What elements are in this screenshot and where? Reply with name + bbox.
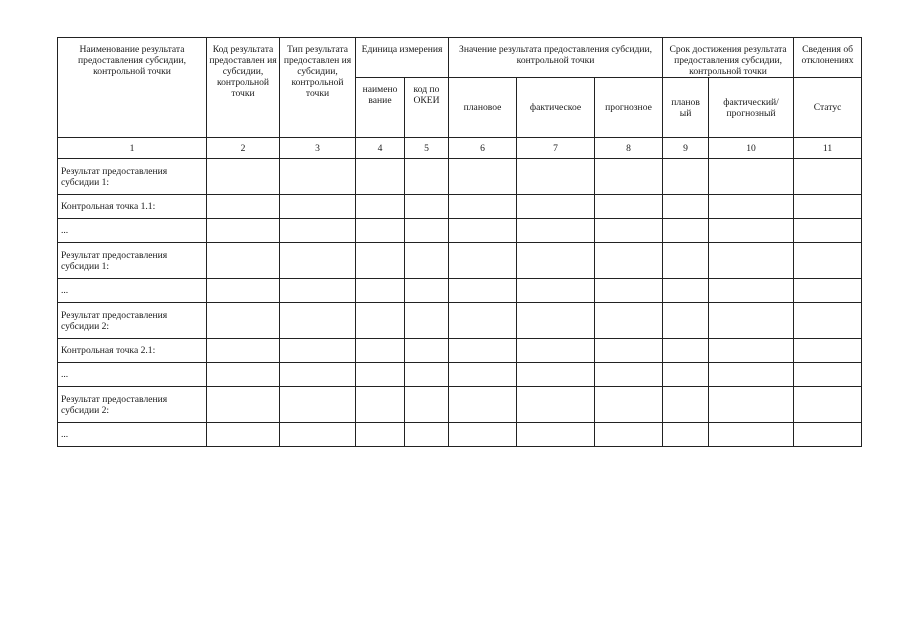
row-label: Результат предоставления субсидии 2: [58, 303, 207, 339]
header-deadline-planned: планов ый [663, 78, 709, 138]
column-number: 9 [663, 138, 709, 159]
table-cell[interactable] [517, 279, 595, 303]
table-cell[interactable] [663, 279, 709, 303]
table-cell[interactable] [517, 219, 595, 243]
header-deadline-actual: фактический/ прогнозный [709, 78, 794, 138]
table-cell[interactable] [595, 195, 663, 219]
table-cell[interactable] [356, 219, 405, 243]
table-cell[interactable] [595, 387, 663, 423]
table-cell[interactable] [449, 195, 517, 219]
table-cell[interactable] [356, 387, 405, 423]
table-cell[interactable] [595, 303, 663, 339]
table-cell[interactable] [356, 195, 405, 219]
table-row [58, 303, 862, 339]
table-cell[interactable] [794, 195, 862, 219]
header-type: Тип результата предоставлен ия субсидии, контрольной точки [280, 38, 356, 138]
table-cell[interactable] [709, 219, 794, 243]
table-cell[interactable] [356, 423, 405, 447]
table-cell[interactable] [663, 159, 709, 195]
table-cell[interactable] [709, 387, 794, 423]
table-cell[interactable] [207, 303, 280, 339]
table-cell[interactable] [663, 339, 709, 363]
table-row [58, 243, 862, 279]
table-cell[interactable] [207, 243, 280, 279]
table-cell[interactable] [794, 303, 862, 339]
header-value-planned: плановое [449, 78, 517, 138]
table-cell[interactable] [280, 303, 356, 339]
table-cell[interactable] [709, 195, 794, 219]
table-cell[interactable] [449, 339, 517, 363]
table-row [58, 279, 862, 303]
row-label: ... [58, 423, 207, 447]
row-label: Контрольная точка 1.1: [58, 195, 207, 219]
table-cell[interactable] [449, 387, 517, 423]
header-deadline: Срок достижения результата предоставления субсидии, контрольной точки [663, 38, 794, 78]
table-cell[interactable] [663, 219, 709, 243]
table-cell[interactable] [709, 279, 794, 303]
table-cell[interactable] [709, 339, 794, 363]
table-cell[interactable] [280, 387, 356, 423]
table-cell[interactable] [207, 339, 280, 363]
table-cell[interactable] [595, 219, 663, 243]
column-number: 1 [58, 138, 207, 159]
table-cell[interactable] [709, 363, 794, 387]
column-number: 8 [595, 138, 663, 159]
header-unit: Единица измерения [356, 38, 449, 78]
column-number: 7 [517, 138, 595, 159]
table-cell[interactable] [663, 243, 709, 279]
table-cell[interactable] [356, 243, 405, 279]
table-cell[interactable] [207, 363, 280, 387]
table-row [58, 387, 862, 423]
table-cell[interactable] [595, 363, 663, 387]
table-cell[interactable] [280, 195, 356, 219]
table-cell[interactable] [207, 387, 280, 423]
table-cell[interactable] [709, 423, 794, 447]
table-cell[interactable] [794, 159, 862, 195]
table-cell[interactable] [280, 279, 356, 303]
table-cell[interactable] [709, 159, 794, 195]
table-row [58, 423, 862, 447]
table-cell[interactable] [449, 243, 517, 279]
table-cell[interactable] [207, 195, 280, 219]
table-cell[interactable] [405, 159, 449, 195]
table-cell[interactable] [356, 159, 405, 195]
column-number: 2 [207, 138, 280, 159]
table-cell[interactable] [517, 423, 595, 447]
table-cell[interactable] [280, 243, 356, 279]
table-cell[interactable] [449, 363, 517, 387]
table-cell[interactable] [517, 159, 595, 195]
header-deviation: Сведения об отклонениях [794, 38, 862, 78]
table-cell[interactable] [356, 279, 405, 303]
table-cell[interactable] [405, 279, 449, 303]
header-value-actual: фактическое [517, 78, 595, 138]
table-cell[interactable] [356, 303, 405, 339]
table-cell[interactable] [280, 219, 356, 243]
table-cell[interactable] [794, 279, 862, 303]
table-cell[interactable] [663, 423, 709, 447]
row-label: Результат предоставления субсидии 1: [58, 159, 207, 195]
table-row [58, 339, 862, 363]
table-cell[interactable] [517, 387, 595, 423]
table-cell[interactable] [405, 423, 449, 447]
table-cell[interactable] [405, 363, 449, 387]
row-label: ... [58, 363, 207, 387]
table-cell[interactable] [207, 219, 280, 243]
column-number: 5 [405, 138, 449, 159]
table-cell[interactable] [794, 243, 862, 279]
table-cell[interactable] [794, 387, 862, 423]
table-cell[interactable] [517, 195, 595, 219]
table-cell[interactable] [663, 303, 709, 339]
table-cell[interactable] [794, 423, 862, 447]
table-cell[interactable] [449, 159, 517, 195]
table-cell[interactable] [517, 303, 595, 339]
table-cell[interactable] [794, 339, 862, 363]
table-cell[interactable] [595, 339, 663, 363]
row-label: ... [58, 279, 207, 303]
row-label: Контрольная точка 2.1: [58, 339, 207, 363]
table-cell[interactable] [517, 243, 595, 279]
header-code: Код результата предоставлен ия субсидии, контрольной точки [207, 38, 280, 138]
table-cell[interactable] [405, 387, 449, 423]
table-cell[interactable] [663, 363, 709, 387]
header-unit-name: наимено вание [356, 78, 405, 138]
column-number: 6 [449, 138, 517, 159]
table-row [58, 363, 862, 387]
table-cell[interactable] [449, 303, 517, 339]
header-value-forecast: прогнозное [595, 78, 663, 138]
table-cell[interactable] [405, 195, 449, 219]
table-cell[interactable] [595, 243, 663, 279]
table-cell[interactable] [280, 363, 356, 387]
table-cell[interactable] [405, 243, 449, 279]
table-cell[interactable] [517, 363, 595, 387]
header-deviation-status: Статус [794, 78, 862, 138]
row-label: Результат предоставления субсидии 2: [58, 387, 207, 423]
column-numbers-row [58, 138, 862, 159]
table-cell[interactable] [356, 363, 405, 387]
table-row [58, 219, 862, 243]
column-number: 4 [356, 138, 405, 159]
table-cell[interactable] [595, 423, 663, 447]
column-number: 10 [709, 138, 794, 159]
table-cell[interactable] [794, 219, 862, 243]
table-cell[interactable] [405, 219, 449, 243]
report-sheet [57, 37, 861, 447]
table-cell[interactable] [663, 387, 709, 423]
table-cell[interactable] [356, 339, 405, 363]
table-cell[interactable] [207, 279, 280, 303]
header-row-1 [58, 38, 862, 78]
row-label: ... [58, 219, 207, 243]
table-cell[interactable] [449, 423, 517, 447]
table-cell[interactable] [405, 339, 449, 363]
table-cell[interactable] [405, 303, 449, 339]
table-cell[interactable] [449, 219, 517, 243]
table-cell[interactable] [794, 363, 862, 387]
row-label: Результат предоставления субсидии 1: [58, 243, 207, 279]
table-cell[interactable] [280, 339, 356, 363]
table-cell[interactable] [709, 243, 794, 279]
table-cell[interactable] [280, 159, 356, 195]
header-name: Наименование результата предоставления субсидии, контрольной точки [58, 38, 207, 138]
table-row [58, 159, 862, 195]
table-cell[interactable] [709, 303, 794, 339]
table-cell[interactable] [517, 339, 595, 363]
table-cell[interactable] [595, 159, 663, 195]
table-cell[interactable] [207, 423, 280, 447]
table-cell[interactable] [280, 423, 356, 447]
table-row [58, 195, 862, 219]
table-cell[interactable] [449, 279, 517, 303]
results-table [57, 37, 862, 447]
header-unit-okei: код по ОКЕИ [405, 78, 449, 138]
column-number: 3 [280, 138, 356, 159]
column-number: 11 [794, 138, 862, 159]
table-cell[interactable] [663, 195, 709, 219]
header-value: Значение результата предоставления субсидии, контрольной точки [449, 38, 663, 78]
table-cell[interactable] [595, 279, 663, 303]
table-cell[interactable] [207, 159, 280, 195]
